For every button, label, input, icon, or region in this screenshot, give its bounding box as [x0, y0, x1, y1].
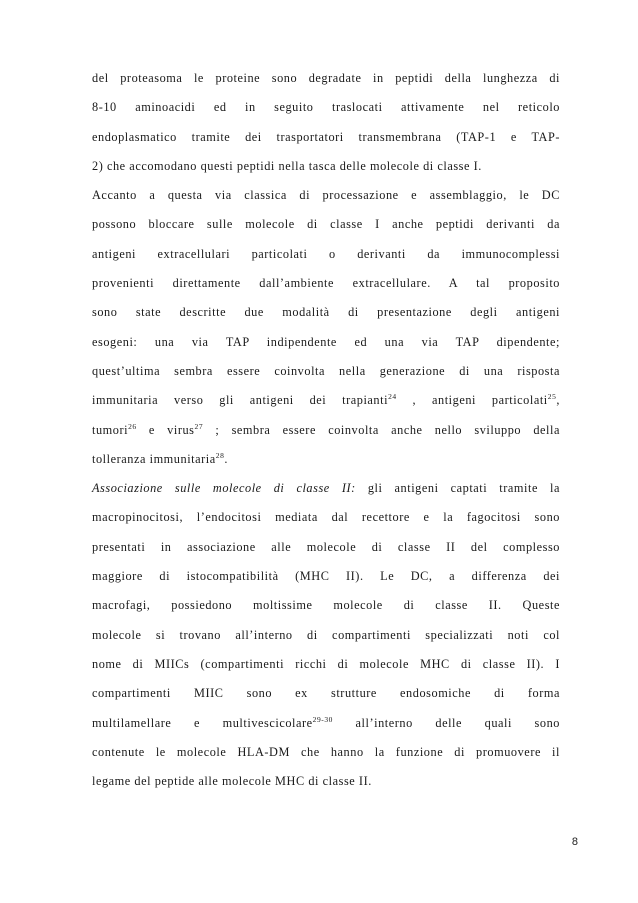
text-segment: endoplasmatico tramite dei trasportatori transmembrana (TAP-1 e TAP- — [92, 129, 560, 144]
text-segment: provenienti direttamente dall’ambiente extracellulare. A tal proposito — [92, 276, 560, 291]
text-line — [92, 503, 560, 532]
text-line — [92, 621, 560, 650]
text-segment: macropinocitosi, l’endocitosi mediata dal recettore e la fagocitosi sono — [92, 510, 560, 525]
reference-superscript: 26 — [128, 421, 137, 431]
text-line — [92, 591, 560, 620]
text-segment: , — [556, 393, 561, 408]
text-line — [92, 650, 560, 679]
text-line — [92, 357, 560, 386]
text-line — [92, 328, 560, 357]
text-segment: 8-10 aminoacidi ed in seguito traslocati attivamente nel reticolo — [92, 100, 560, 115]
text-line — [92, 738, 560, 767]
reference-superscript: 27 — [194, 421, 204, 431]
text-segment: e virus — [136, 422, 195, 437]
text-line — [92, 152, 560, 181]
text-line — [92, 298, 560, 327]
text-segment: tolleranza immunitaria — [92, 451, 216, 466]
text-segment: gli antigeni captati tramite la — [355, 481, 560, 496]
page-number: 8 — [571, 836, 578, 848]
text-line — [92, 767, 560, 796]
text-segment: presentati in associazione alle molecole di classe II del complesso — [92, 539, 560, 554]
text-segment: del proteasoma le proteine sono degradate in peptidi della lunghezza di — [92, 71, 560, 85]
text-line — [92, 386, 560, 415]
text-segment: immunitaria verso gli antigeni dei trapianti — [92, 393, 389, 408]
text-line — [92, 679, 560, 708]
text-line — [92, 709, 560, 738]
text-segment: possono bloccare sulle molecole di classe I anche peptidi derivanti da — [92, 217, 560, 232]
text-segment: esogeni: una via TAP indipendente ed una via TAP dipendente; — [92, 334, 560, 349]
text-line — [92, 93, 560, 122]
text-segment: . — [224, 451, 228, 466]
text-segment: multilamellare e multivescicolare — [92, 715, 313, 730]
text-segment: tumori — [92, 422, 129, 437]
text-line — [92, 269, 560, 298]
reference-superscript: 25 — [547, 392, 557, 402]
text-segment: quest’ultima sembra essere coinvolta nella generazione di una risposta — [92, 363, 560, 378]
text-line — [92, 240, 560, 269]
text-line — [92, 562, 560, 591]
text-line — [92, 445, 560, 474]
text-segment: legame del peptide alle molecole MHC di classe II. — [92, 774, 372, 789]
text-segment: compartimenti MIIC sono ex strutture endosomiche di forma — [92, 686, 560, 701]
text-line — [92, 123, 560, 152]
text-line — [92, 181, 560, 210]
text-segment: ; sembra essere coinvolta anche nello sviluppo della — [203, 422, 560, 437]
text-segment: contenute le molecole HLA-DM che hanno la funzione di promuovere il — [92, 744, 560, 759]
text-line — [92, 64, 560, 93]
text-line — [92, 210, 560, 239]
text-segment: macrofagi, possiedono moltissime molecole di classe II. Queste — [92, 598, 560, 613]
reference-superscript: 29-30 — [312, 714, 333, 724]
text-segment: nome di MIICs (compartimenti ricchi di molecole MHC di classe II). I — [92, 656, 560, 671]
reference-superscript: 28 — [215, 450, 225, 460]
section-heading-italic: Associazione sulle molecole di classe II: — [92, 481, 356, 496]
text-segment: 2) che accomodano questi peptidi nella tasca delle molecole di classe I. — [92, 158, 482, 173]
text-line — [92, 533, 560, 562]
text-segment: antigeni extracellulari particolati o derivanti da immunocomplessi — [92, 246, 560, 261]
reference-superscript: 24 — [388, 392, 397, 402]
text-line — [92, 474, 560, 503]
text-segment: all’interno delle quali sono — [332, 715, 560, 730]
text-segment: , antigeni particolati — [396, 393, 548, 408]
text-line — [92, 416, 560, 445]
text-segment: sono state descritte due modalità di presentazione degli antigeni — [92, 305, 560, 320]
text-segment: molecole si trovano all’interno di compartimenti specializzati noti col — [92, 627, 560, 642]
text-segment: Accanto a questa via classica di processazione e assemblaggio, le DC — [92, 188, 560, 203]
text-segment: maggiore di istocompatibilità (MHC II). Le DC, a differenza dei — [92, 569, 560, 584]
body-text — [92, 64, 560, 796]
